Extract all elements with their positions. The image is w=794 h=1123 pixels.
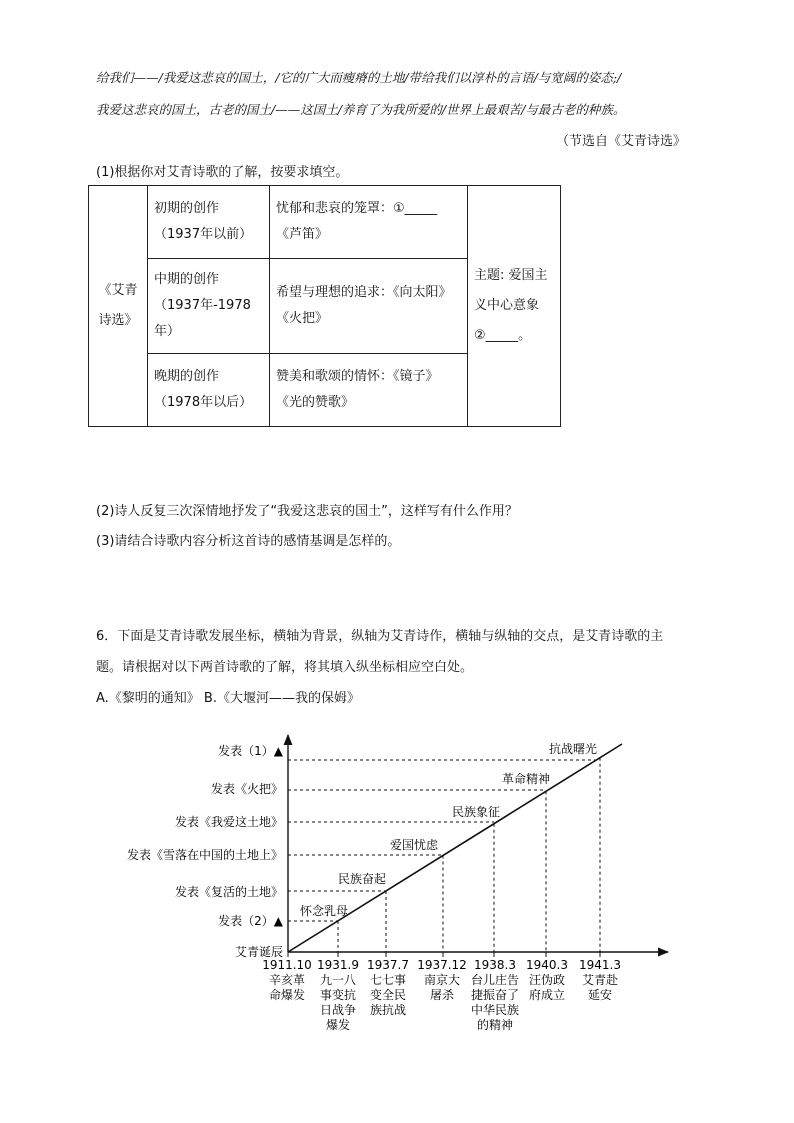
x-event-label: 汪伪政 [528,973,566,987]
period-early: 初期的创作（1937年以前） [154,201,253,242]
x-event-label: 变全民 [369,988,407,1002]
y-label-4: 发表《雪落在中国的土地上》 [126,848,283,862]
poem-source: （节选自《艾青诗选》 [556,134,687,149]
x-event-date: 1938.3 [474,958,516,972]
y-label-3: 发表《我爱这土地》 [174,815,283,829]
question-2: (2)诗人反复三次深情地抒发了“我爱这悲哀的国土”，这样写有什么作用？ [96,504,518,519]
theme-label-3: 民族象征 [452,805,501,819]
content-late-b: 《光的赞歌》 [276,395,355,410]
question-6-line-2: 题。请根据对以下两首诗歌的了解，将其填入纵坐标相应空白处。 [96,660,474,675]
origin-label: 艾青诞辰 [234,945,283,959]
poem-line-1: 给我们——/我爱这悲哀的国土，/它的广大而瘦瘠的土地/带给我们以淳朴的言语/与宽阔的姿态;/ [96,70,622,85]
x-event-date: 1940.3 [526,958,568,972]
x-event-label: 辛亥革 [268,973,306,987]
x-event-date: 1937.7 [367,958,409,972]
theme-label-5: 民族奋起 [338,872,387,886]
theme-label-1: 抗战曙光 [549,742,598,756]
axis-ticks [288,952,600,957]
poem-line-2: 我爱这悲哀的国土，古老的国土/——这国土/养育了为我所爱的/世界上最艰苦/与最古老的种族。 [96,102,626,117]
period-late: 晚期的创作（1978年以后） [154,369,253,410]
content-middle-a: 希望与理想的追求：《向太阳》 [276,285,452,300]
x-event-date: 1937.12 [417,958,467,972]
question-1-prompt: (1)根据你对艾青诗歌的了解，按要求填空。 [96,165,349,180]
x-event-label: 九一八 [319,973,357,987]
x-axis-labels [262,958,621,1032]
table-book-title: 《艾青诗选》 [98,283,138,328]
x-event-label: 的精神 [476,1018,514,1032]
y-label-5: 发表《复活的土地》 [174,885,283,899]
x-event-label: 屠杀 [429,988,455,1002]
theme-label-4: 爱国忧虑 [390,838,439,852]
x-event-label: 南京大 [423,973,461,987]
question-6-line-1: 6．下面是艾青诗歌发展坐标，横轴为背景，纵轴为艾青诗作，横轴与纵轴的交点，是艾青诗歌的主 [96,629,664,644]
x-event-label: 中华民族 [470,1003,520,1017]
x-event-label: 命爆发 [268,988,306,1002]
x-event-label: 七七事 [369,973,407,987]
x-event-date: 1911.10 [262,958,312,972]
x-event-label: 府成立 [528,988,566,1002]
x-event-label: 爆发 [325,1018,351,1032]
x-event-label: 日战争 [319,1003,357,1017]
y-label-1: 发表（1）▲ [218,744,283,758]
x-event-label: 族抗战 [369,1003,407,1017]
development-diagonal [288,744,622,952]
theme-label-6: 怀念乳母 [300,904,349,918]
question-3: (3)请结合诗歌内容分析这首诗的感情基调是怎样的。 [96,534,401,549]
x-event-date: 1941.3 [579,958,621,972]
question-6-options: A.《黎明的通知》 B.《大堰河——我的保姆》 [96,691,360,706]
content-early-b: 《芦笛》 [276,227,329,242]
x-event-label: 延安 [587,988,613,1002]
content-early-a: 忧郁和悲哀的笼罩：①_____ [276,201,438,216]
table-theme: 主题: 爱国主义中心意象②_____。 [474,268,548,343]
y-label-2: 发表《火把》 [210,782,283,796]
y-label-6: 发表（2）▲ [218,914,283,928]
x-event-label: 台儿庄告 [470,973,520,987]
content-late-a: 赞美和歌颂的情怀：《镜子》 [276,369,439,384]
content-middle-b: 《火把》 [276,311,329,326]
x-event-label: 艾青赴 [581,973,619,987]
theme-label-2: 革命精神 [502,772,551,786]
x-event-label: 事变抗 [319,988,357,1002]
x-event-date: 1931.9 [317,958,359,972]
period-middle: 中期的创作（1937年-1978年） [154,272,251,339]
x-event-label: 捷振奋了 [470,988,520,1002]
